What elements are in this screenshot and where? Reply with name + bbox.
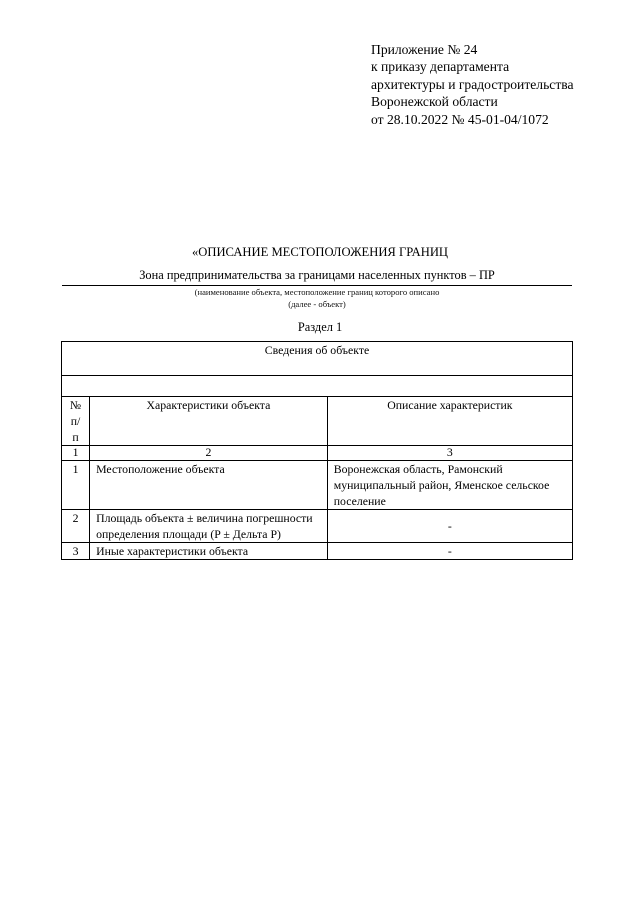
- table-row: [62, 543, 573, 560]
- appendix-line: от 28.10.2022 № 45-01-04/1072: [371, 111, 549, 127]
- document-title: «ОПИСАНИЕ МЕСТОПОЛОЖЕНИЯ ГРАНИЦ: [191, 245, 449, 259]
- row-description: -: [327, 543, 572, 560]
- row-characteristic: Иные характеристики объекта: [90, 543, 328, 560]
- row-characteristic: Местоположение объекта: [90, 461, 328, 510]
- column-number: 3: [327, 446, 572, 461]
- row-num: 2: [62, 510, 90, 543]
- object-info-table: [61, 341, 573, 560]
- appendix-line: к приказу департамента: [371, 59, 510, 75]
- object-name: Зона предпринимательства за границами населенных пунктов – ПР: [62, 268, 572, 286]
- row-num: 3: [62, 543, 90, 560]
- table-header-row: [62, 342, 573, 376]
- appendix-line: Воронежской области: [371, 94, 498, 110]
- row-description: Воронежская область, Рамонский муниципальный район, Яменское сельское поселение: [327, 461, 572, 510]
- table-blank-row: [62, 376, 573, 397]
- column-header-num: № п/п: [62, 397, 90, 446]
- appendix-block: [371, 41, 574, 128]
- object-name-caption: [62, 287, 572, 310]
- row-description: -: [327, 510, 572, 543]
- table-row: [62, 461, 573, 510]
- appendix-line: архитектуры и градостроительства: [371, 76, 574, 92]
- table-column-numbers-row: [62, 446, 573, 461]
- column-header-description: Описание характеристик: [327, 397, 572, 446]
- appendix-line: Приложение № 24: [371, 42, 478, 57]
- table-row: [62, 510, 573, 543]
- section-title: Раздел 1: [297, 320, 343, 334]
- column-header-characteristic: Характеристики объекта: [90, 397, 328, 446]
- row-characteristic: Площадь объекта ± величина погрешности определения площади (P ± Дельта P): [90, 510, 328, 543]
- table-header: Сведения об объекте: [62, 342, 573, 376]
- caption-line: (далее - объект): [288, 298, 346, 309]
- table-blank-cell: [62, 376, 573, 397]
- caption-line: (наименование объекта, местоположение границ которого описано: [194, 287, 440, 297]
- column-number: 1: [62, 446, 90, 461]
- table-columns-row: [62, 397, 573, 446]
- row-num: 1: [62, 461, 90, 510]
- column-number: 2: [90, 446, 328, 461]
